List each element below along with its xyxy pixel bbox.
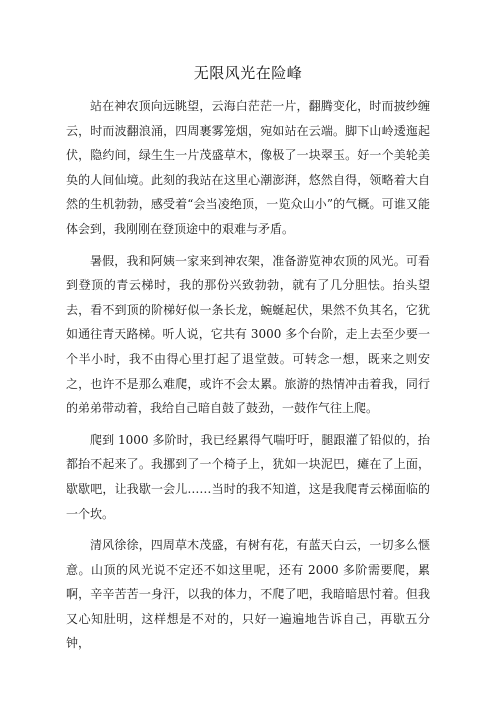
paragraph-4: 清风徐徐，四周草木茂盛，有树有花，有蓝天白云，一切多么惬意。山顶的风光说不定还不如这里呢，还有 2000 多阶需要爬，累啊，辛辛苦苦一身汗，以我的体力，不爬了吧，我暗暗思忖着。但我又心知肚明，这样想是不对的，只好一遍遍地告诉自己，再歇五分钟，: [66, 538, 430, 651]
paragraph-3: 爬到 1000 多阶时，我已经累得气喘吁吁，腿跟灌了铅似的，抬都抬不起来了。我挪到了一个椅子上，犹如一块泥巴，瘫在了上面，歇歇吧，让我歇一会儿……当时的我不知道，这是我爬青云梯面临的一个坎。: [66, 432, 430, 521]
paragraph-1: 站在神农顶向远眺望，云海白茫茫一片，翻腾变化，时而披纱缠云，时而波翻浪涌，四周裹雾笼烟，宛如站在云端。脚下山岭逶迤起伏，隐约间，绿生生一片茂盛草木，像极了一块翠玉。好一个美轮美奂的人间仙境。此刻的我站在这里心潮澎湃，悠然自得，领略着大自然的生机勃勃，感受着“会当凌绝顶，一览众山小”的气概。可谁又能体会到，我刚刚在登顶途中的艰难与矛盾。: [66, 99, 430, 236]
document-title: 无限风光在险峰: [193, 64, 303, 82]
document-body: [66, 94, 430, 663]
paragraph-2: 暑假，我和阿姨一家来到神农架，准备游览神农顶的风光。可看到登顶的青云梯时，我的那份兴致勃勃，就有了几分胆怯。抬头望去，看不到顶的阶梯好似一条长龙，蜿蜒起伏，果然不负其名，它犹如通往青天路梯。听人说，它共有 3000 多个台阶，走上去至少要一个半小时，我不由得心里打起了退堂鼓。可转念一想，既来之则安之，也许不是那么难爬，或许不会太累。旅游的热情冲击着我，同行的弟弟带动着，我给自己暗自鼓了鼓劲，一鼓作气往上爬。: [66, 253, 430, 416]
